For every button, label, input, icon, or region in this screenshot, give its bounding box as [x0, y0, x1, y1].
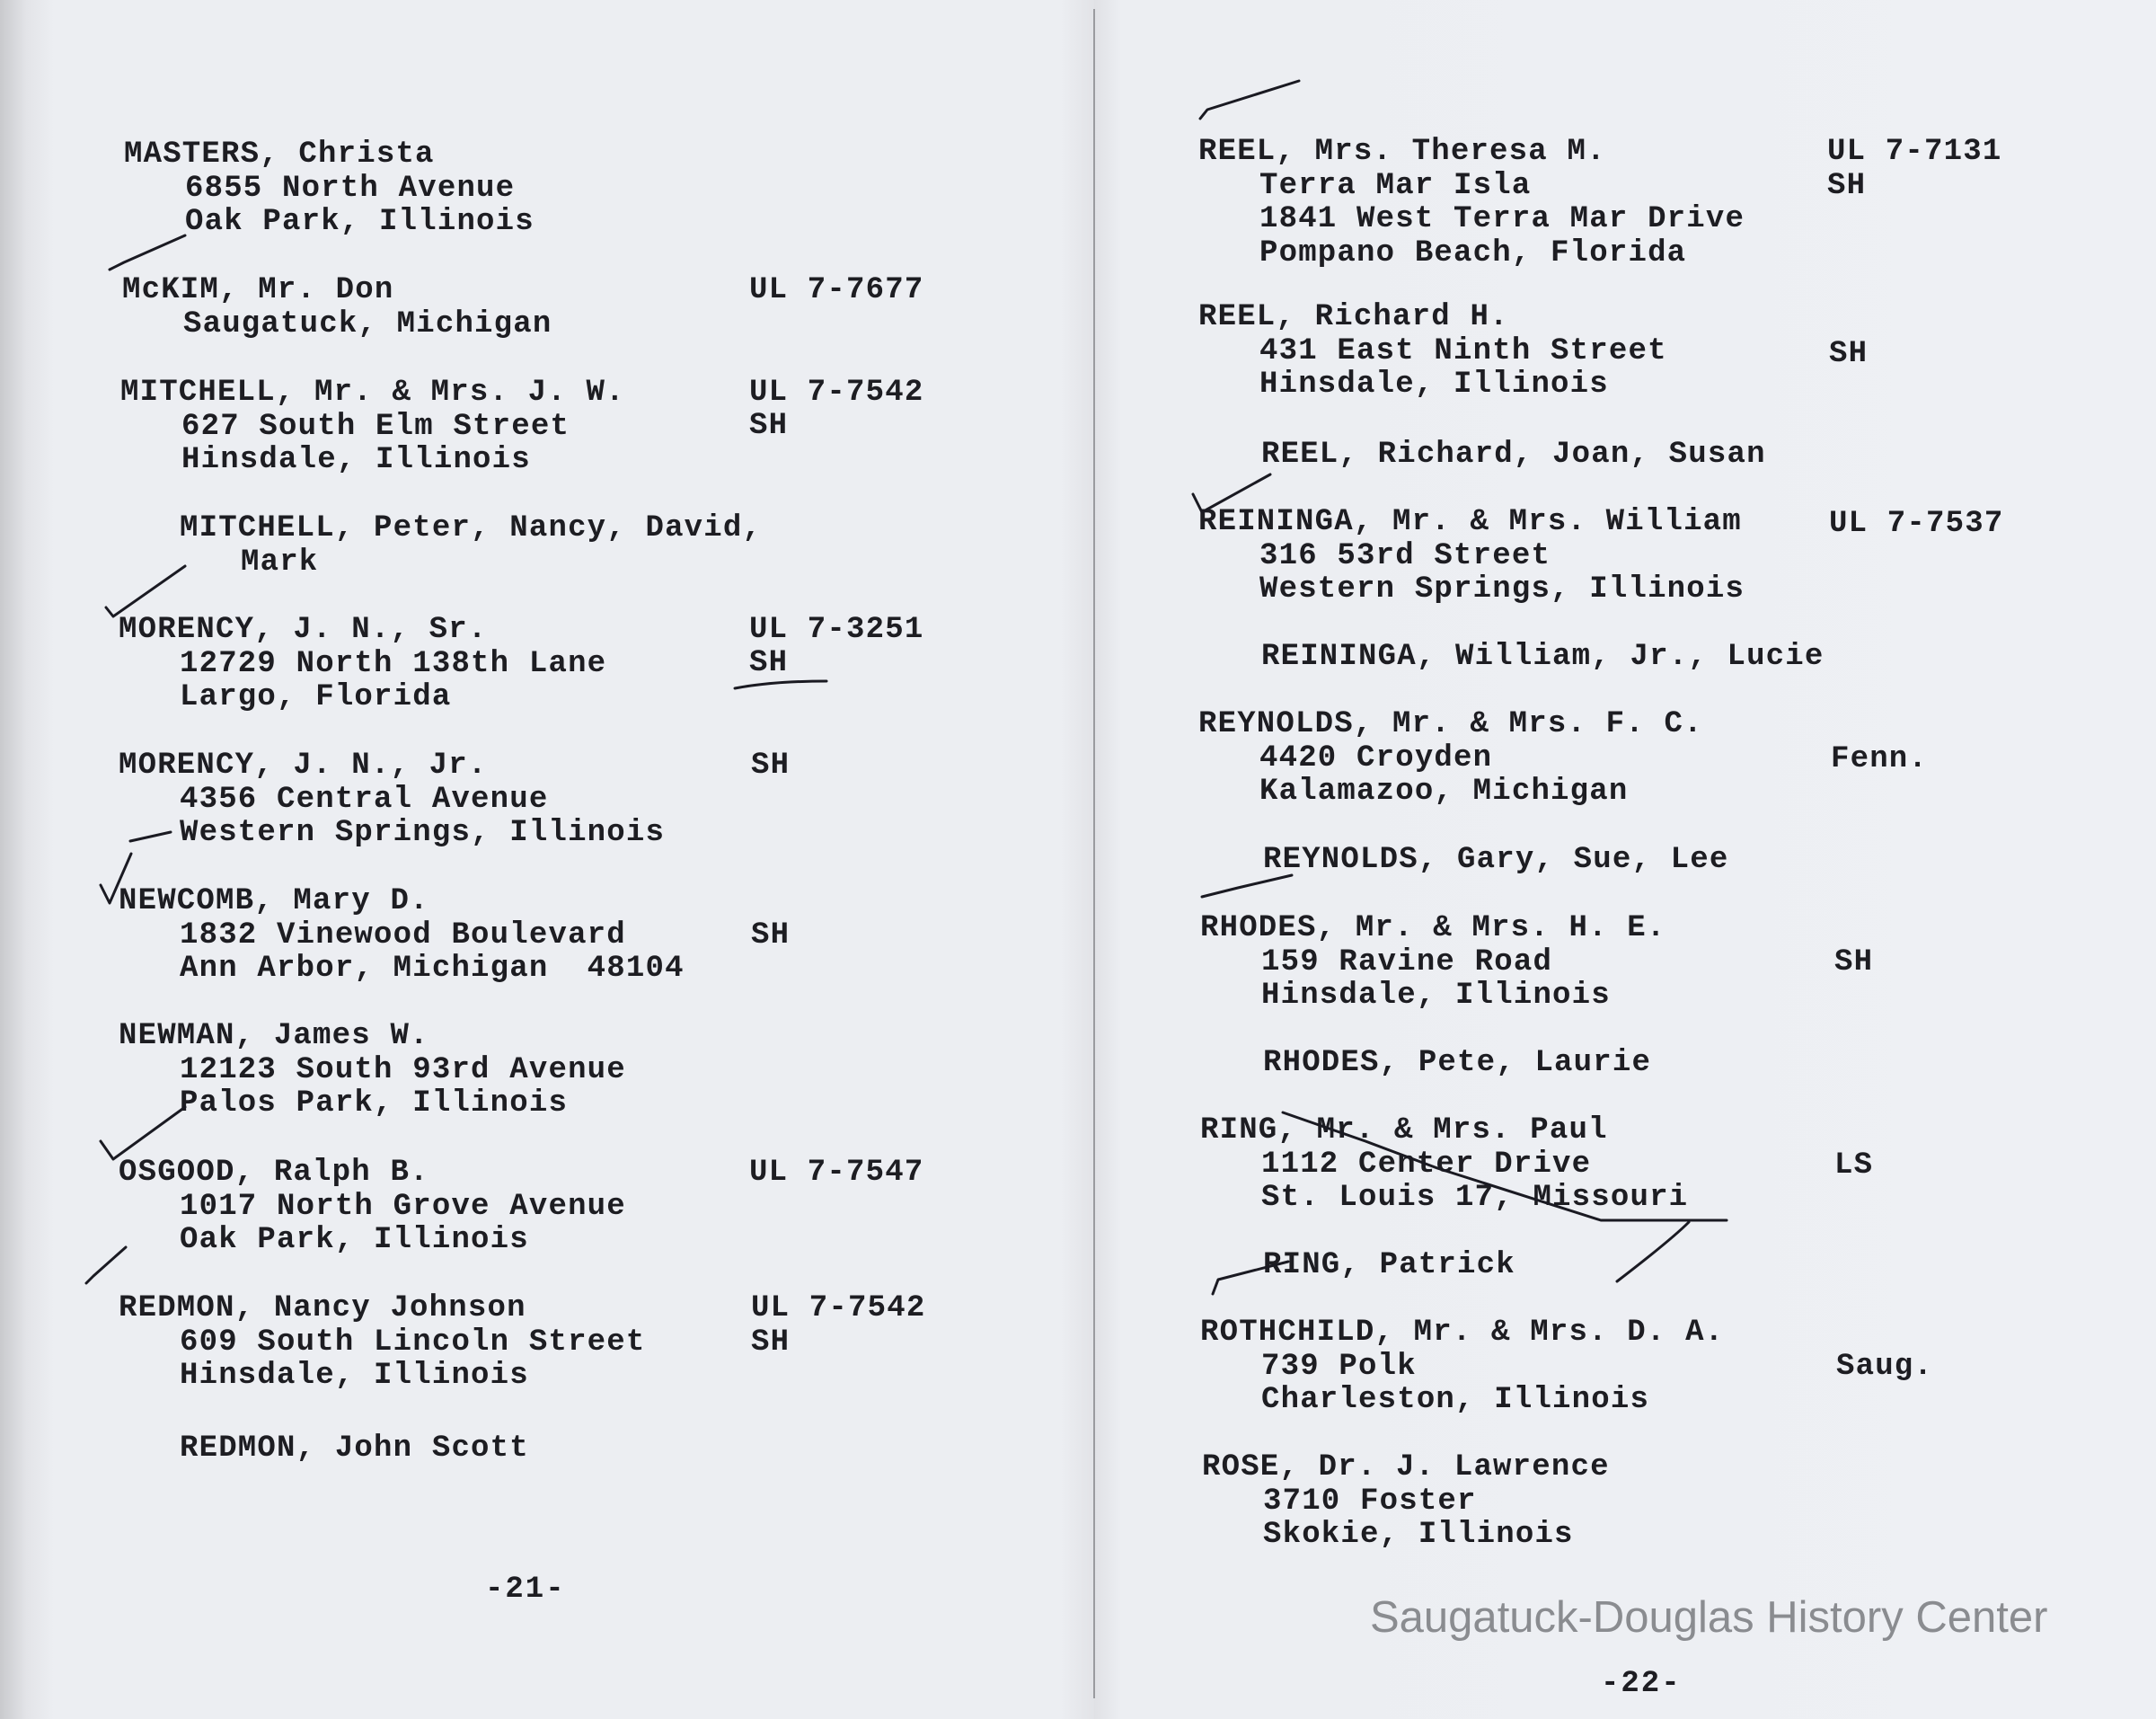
entry-address: 739 Polk [1261, 1349, 1417, 1384]
entry-address: 3710 Foster [1263, 1484, 1477, 1519]
entry-code: SH [1829, 337, 1869, 371]
entry-address: 12729 North 138th Lane [180, 646, 607, 681]
entry-name: McKIM, Mr. Don [122, 273, 394, 307]
entry-address: Oak Park, Illinois [185, 205, 535, 239]
directory-entry [1200, 1114, 1688, 1216]
entry-name: REYNOLDS, Mr. & Mrs. F. C. [1198, 707, 1703, 741]
directory-entry [119, 749, 665, 851]
entry-name: ROSE, Dr. J. Lawrence [1202, 1450, 1610, 1484]
entry-phone: UL 7-7677 [749, 273, 924, 307]
directory-entry [119, 1292, 645, 1394]
entry-code: SH [751, 749, 791, 783]
directory-entry [1263, 844, 1728, 878]
directory-entry [1202, 1451, 1610, 1553]
entry-address: Hinsdale, Illinois [1261, 979, 1611, 1013]
entry-address: Oak Park, Illinois [180, 1223, 529, 1257]
entry-name: RING, Patrick [1263, 1248, 1515, 1282]
entry-name: MORENCY, J. N., Sr. [119, 613, 488, 647]
entry-address: 6855 North Avenue [185, 171, 516, 206]
entry-address: Palos Park, Illinois [180, 1086, 569, 1121]
entry-address: Western Springs, Illinois [1259, 572, 1745, 607]
page-number-right: -22- [1601, 1667, 1682, 1701]
entry-address: Largo, Florida [180, 680, 452, 714]
entry-phone: UL 7-7547 [749, 1156, 924, 1190]
entry-name: REININGA, Mr. & Mrs. William [1198, 505, 1742, 539]
directory-entry [120, 377, 625, 478]
entry-name: MITCHELL, Mr. & Mrs. J. W. [120, 376, 625, 410]
page-number-left: -21- [485, 1573, 566, 1607]
entry-address: Hinsdale, Illinois [181, 443, 531, 477]
directory-entry [119, 1020, 626, 1121]
book-fold [1093, 9, 1095, 1698]
entry-address: Ann Arbor, Michigan 48104 [180, 952, 685, 986]
directory-entry [1200, 1316, 1724, 1418]
entry-code: SH [751, 918, 791, 953]
entry-code: LS [1834, 1148, 1874, 1183]
entry-phone: UL 7-7542 [751, 1291, 926, 1325]
entry-phone: UL 7-7542 [749, 376, 924, 410]
entry-name: OSGOOD, Ralph B. [119, 1156, 429, 1190]
entry-name: REDMON, John Scott [180, 1431, 529, 1466]
directory-entry [1261, 641, 1825, 675]
entry-address: 1832 Vinewood Boulevard [180, 917, 626, 953]
entry-name: REEL, Mrs. Theresa M. [1198, 135, 1606, 169]
entry-code: SH [751, 1325, 791, 1360]
entry-address: Pompano Beach, Florida [1259, 235, 1687, 270]
entry-name: REYNOLDS, Gary, Sue, Lee [1263, 843, 1729, 877]
entry-name: MORENCY, J. N., Jr. [119, 749, 488, 783]
entry-address: Hinsdale, Illinois [1259, 368, 1609, 402]
directory-entry [119, 614, 606, 715]
entry-code: Saug. [1836, 1350, 1934, 1384]
directory-entry [1198, 136, 1745, 270]
entry-address: 316 53rd Street [1259, 538, 1551, 573]
entry-address: Kalamazoo, Michigan [1259, 775, 1629, 809]
directory-entry [122, 274, 552, 341]
entry-name: REININGA, William, Jr., Lucie [1261, 640, 1825, 674]
directory-entry [1198, 708, 1703, 810]
entry-address: Mark [241, 545, 319, 580]
entry-name: REDMON, Nancy Johnson [119, 1291, 526, 1325]
entry-address: 627 South Elm Street [181, 409, 570, 444]
entry-address: 609 South Lincoln Street [180, 1325, 646, 1360]
entry-address: St. Louis 17, Missouri [1261, 1181, 1689, 1215]
entry-phone: UL 7-7537 [1829, 507, 2004, 541]
entry-address: Saugatuck, Michigan [183, 306, 552, 341]
entry-code: SH [749, 409, 789, 443]
entry-code: SH [749, 646, 789, 680]
directory-entry [180, 512, 762, 580]
directory-entry [1198, 506, 1745, 607]
entry-name: RHODES, Pete, Laurie [1263, 1046, 1652, 1080]
watermark: Saugatuck-Douglas History Center [1370, 1593, 2048, 1642]
directory-entry [180, 1432, 529, 1466]
entry-address: 1112 Center Drive [1261, 1147, 1592, 1182]
entry-address: Charleston, Illinois [1261, 1383, 1650, 1417]
entry-name: REEL, Richard H. [1198, 300, 1509, 334]
directory-entry [1261, 439, 1766, 473]
entry-name: RING, Mr. & Mrs. Paul [1200, 1113, 1608, 1147]
entry-name: NEWMAN, James W. [119, 1019, 429, 1053]
directory-entry [119, 885, 685, 987]
entry-name: RHODES, Mr. & Mrs. H. E. [1200, 911, 1666, 945]
entry-code: SH [1834, 945, 1874, 979]
entry-address: 12123 South 93rd Avenue [180, 1052, 626, 1087]
entry-address: Western Springs, Illinois [180, 816, 666, 850]
directory-entry [1263, 1249, 1515, 1283]
entry-address: 4356 Central Avenue [180, 782, 549, 817]
entry-name: NEWCOMB, Mary D. [119, 884, 429, 918]
entry-address: 431 East Ninth Street [1259, 333, 1667, 368]
entry-phone: UL 7-7131 [1827, 135, 2002, 169]
entry-phone: UL 7-3251 [749, 613, 924, 647]
entry-address: 159 Ravine Road [1261, 944, 1553, 979]
entry-code: Fenn. [1831, 742, 1929, 776]
entry-address: Hinsdale, Illinois [180, 1359, 529, 1393]
entry-address: 4420 Croyden [1259, 740, 1493, 775]
entry-address: 1017 North Grove Avenue [180, 1189, 626, 1224]
entry-address: Terra Mar Isla [1259, 168, 1532, 203]
entry-code: SH [1827, 169, 1867, 203]
entry-name: REEL, Richard, Joan, Susan [1261, 438, 1766, 472]
entry-name: MITCHELL, Peter, Nancy, David, [180, 511, 763, 545]
entry-name: ROTHCHILD, Mr. & Mrs. D. A. [1200, 1316, 1725, 1350]
directory-entry [1200, 912, 1666, 1014]
directory-entry [119, 1156, 626, 1258]
entry-name: MASTERS, Christa [124, 137, 435, 172]
entry-address: 1841 West Terra Mar Drive [1259, 202, 1745, 236]
entry-address: Skokie, Illinois [1263, 1518, 1574, 1552]
directory-entry [1198, 301, 1667, 403]
directory-entry [1263, 1047, 1651, 1081]
directory-entry [124, 138, 535, 240]
